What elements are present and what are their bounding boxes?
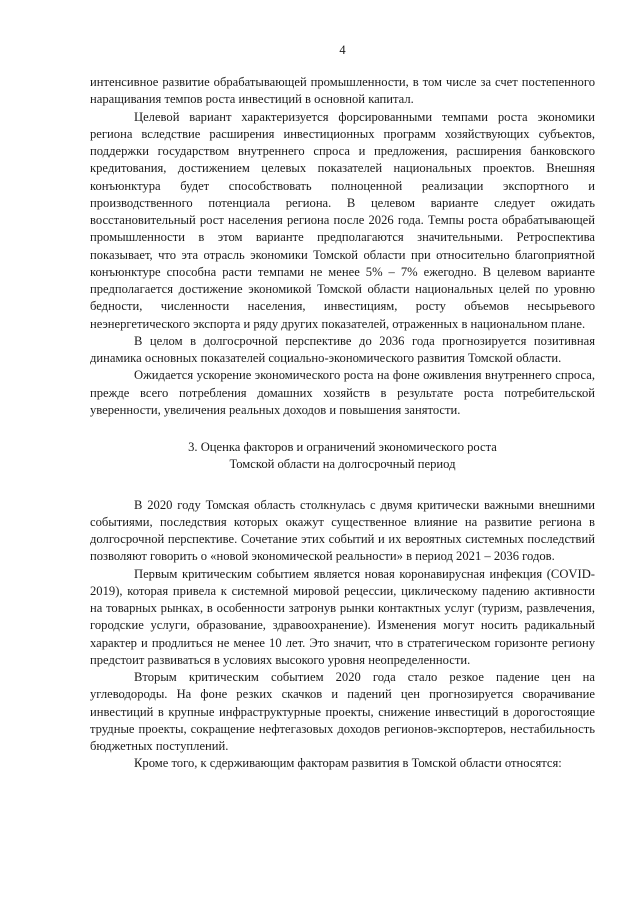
section-heading-line: 3. Оценка факторов и ограничений экономического роста	[188, 440, 497, 454]
paragraph: В целом в долгосрочной перспективе до 2036 года прогнозируется позитивная динамика основных показателей социально-экономического развития Томской области.	[90, 333, 595, 365]
paragraphs-after	[90, 497, 595, 773]
paragraph: Кроме того, к сдерживающим факторам развития в Томской области относятся:	[134, 756, 562, 771]
paragraph: Первым критическим событием является новая коронавирусная инфекция (COVID-2019), которая привела к системной мировой рецессии, циклическому падению активности на товарных рынках, в особенности затронув рынки контактных услуг (туризм, развлечения, городские услуги, образование, здравоохранение). Изменения могут носить радикальный характер и продлиться не менее 10 лет. Это значит, что в стратегическом горизонте региону предстоит развиваться в условиях высокого уровня неопределенности.	[90, 566, 595, 667]
document-page	[90, 42, 595, 773]
section-heading-line: Томской области на долгосрочный период	[229, 457, 456, 472]
paragraph: В 2020 году Томская область столкнулась с двумя критически важными внешними событиями, последствия которых окажут существенное влияние на развитие региона в долгосрочной перспективе. Сочетание этих событий и их вероятных системных последствий позволяют говорить о «новой экономической реальности» в период 2021 – 2036 годов.	[90, 497, 595, 564]
paragraphs-before	[90, 74, 595, 419]
paragraph: Целевой вариант характеризуется форсированными темпами роста экономики региона вследствие расширения инвестиционных программ хозяйствующих субъектов, поддержки государством внутреннего спроса и предложения, расширения банковского кредитования, достижением целевых показателей национальных проектов. Внешняя конъюнктура будет способствовать полноценной реализации экспортного и производственного потенциала региона. В целевом варианте следует ожидать восстановительный рост населения региона после 2026 года. Темпы роста обрабатывающей промышленности в этом варианте предполагаются значительными. Ретроспектива показывает, что эта отрасль экономики Томской области при относительно благоприятной конъюнктуре способна расти темпами не менее 5% – 7% ежегодно. В целевом варианте предполагается достижение экономикой Томской области национальных целей по уровню бедности, численности населения, инвестициям, росту объемов несырьевого неэнергетического экспорта и ряду других показателей, отраженных в национальном плане.	[90, 109, 595, 331]
paragraph: Ожидается ускорение экономического роста на фоне оживления внутреннего спроса, прежде всего потребления домашних хозяйств в результате роста потребительской уверенности, увеличения реальных доходов и повышения занятости.	[90, 368, 595, 417]
paragraph: интенсивное развитие обрабатывающей промышленности, в том числе за счет постепенного наращивания темпов роста инвестиций в основной капитал.	[90, 75, 595, 107]
paragraph: Вторым критическим событием 2020 года стало резкое падение цен на углеводороды. На фоне резких скачков и падений цен прогнозируется сворачивание инвестиций в крупные инфраструктурные проекты, снижение инвестиций в дорогостоящие трудные проекты, сокращение нефтегазовых доходов регионов-экспортеров, нестабильность бюджетных поступлений.	[90, 670, 595, 753]
page-number: 4	[339, 43, 346, 57]
section-heading	[90, 439, 595, 474]
